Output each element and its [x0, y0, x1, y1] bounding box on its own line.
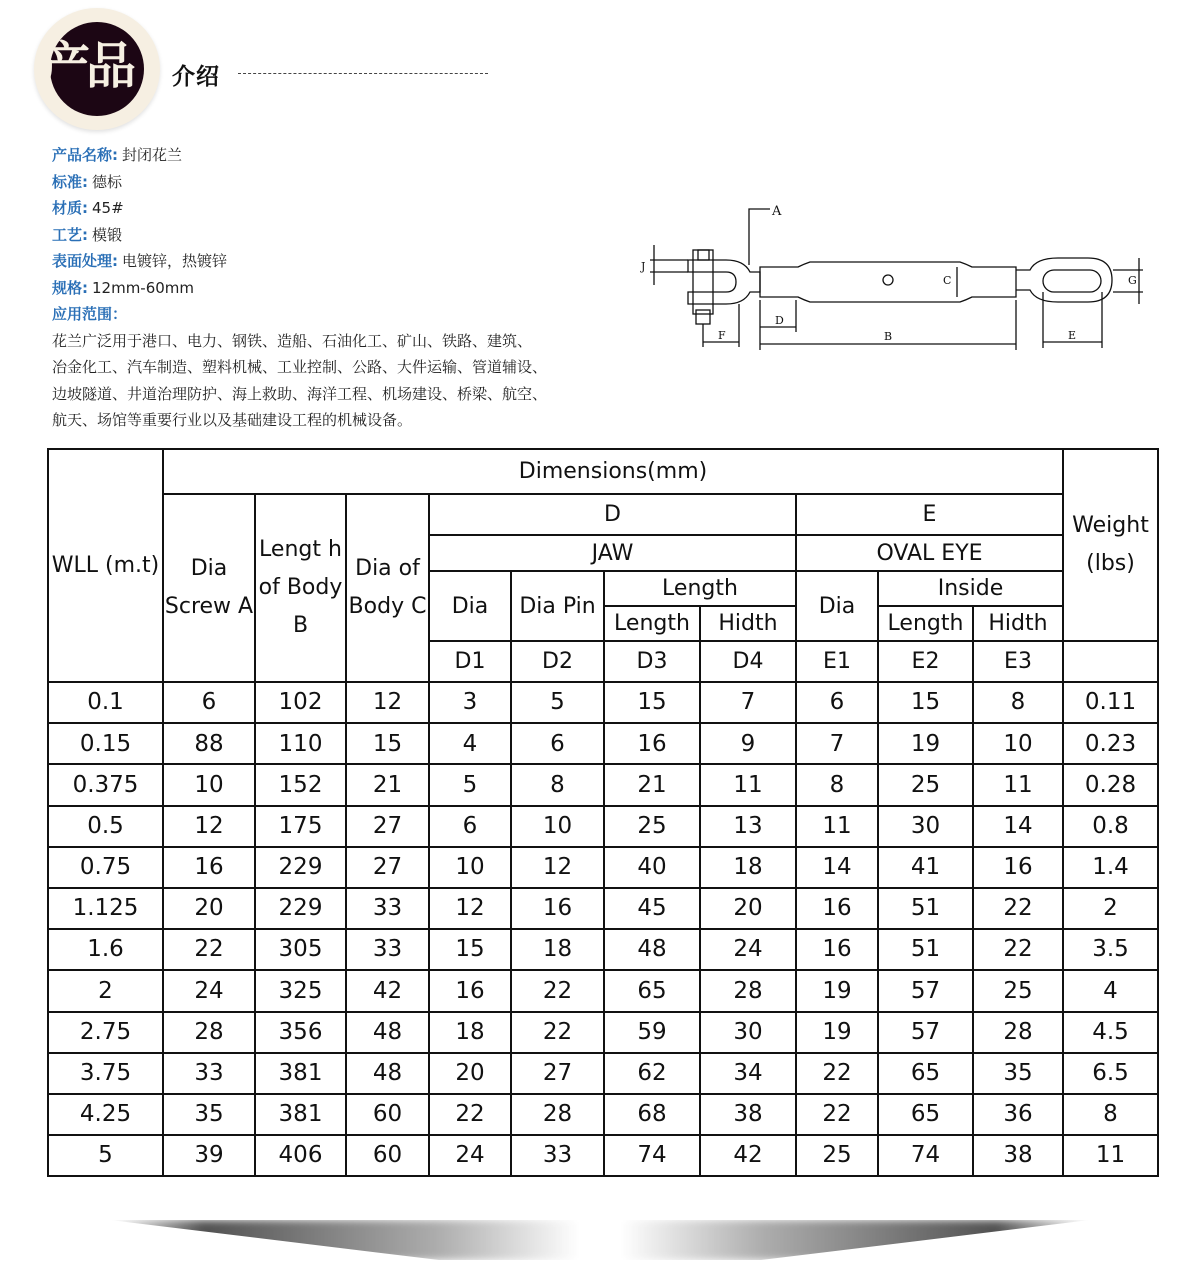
table-cell: 30 [700, 1012, 796, 1053]
header-length-body: Lengt h of Body B [255, 494, 346, 682]
table-cell: 11 [973, 764, 1063, 805]
application-line: 花兰广泛用于港口、电力、钢铁、造船、石油化工、矿山、铁路、建筑、 [52, 331, 533, 350]
table-cell: 38 [700, 1094, 796, 1135]
table-cell: 18 [429, 1012, 511, 1053]
table-cell: 16 [796, 888, 878, 929]
code-e3: E3 [973, 641, 1063, 682]
table-cell: 22 [973, 929, 1063, 970]
table-cell: 0.1 [48, 682, 163, 723]
table-cell: 28 [163, 1012, 255, 1053]
table-cell: 60 [346, 1135, 429, 1176]
table-cell: 28 [511, 1094, 604, 1135]
product-badge [34, 8, 160, 130]
table-cell: 16 [604, 723, 700, 764]
code-d1: D1 [429, 641, 511, 682]
table-cell: 68 [604, 1094, 700, 1135]
table-cell: 88 [163, 723, 255, 764]
table-cell: 19 [878, 723, 973, 764]
table-cell: 74 [604, 1135, 700, 1176]
table-cell: 5 [511, 682, 604, 723]
info-row-surface [52, 248, 612, 275]
table-cell: 16 [163, 847, 255, 888]
table-cell: 12 [163, 806, 255, 847]
table-cell: 229 [255, 847, 346, 888]
table-cell: 42 [700, 1135, 796, 1176]
table-cell: 57 [878, 970, 973, 1011]
table-cell: 15 [604, 682, 700, 723]
table-cell: 110 [255, 723, 346, 764]
table-cell: 22 [796, 1053, 878, 1094]
label-d: D [775, 314, 784, 327]
table-cell: 22 [163, 929, 255, 970]
application-text [52, 328, 602, 434]
table-cell: 41 [878, 847, 973, 888]
table-cell: 5 [48, 1135, 163, 1176]
application-line: 航天、场馆等重要行业以及基础建设工程的机械设备。 [52, 411, 413, 429]
header-d-hidth-sub: Hidth [700, 606, 796, 641]
table-cell: 33 [346, 929, 429, 970]
info-label: 标准: [52, 172, 88, 191]
table-cell: 9 [700, 723, 796, 764]
application-label: 应用范围： [52, 305, 128, 323]
table-cell: 12 [346, 682, 429, 723]
header-oval-eye: OVAL EYE [796, 535, 1063, 571]
table-cell: 1.4 [1063, 847, 1158, 888]
table-row [48, 847, 1158, 888]
header-d-group: D [429, 494, 796, 535]
dashed-divider [238, 73, 488, 74]
table-cell: 22 [796, 1094, 878, 1135]
header-d-length: Length [604, 571, 796, 606]
table-cell: 12 [429, 888, 511, 929]
table-cell: 6 [511, 723, 604, 764]
table-cell: 65 [878, 1053, 973, 1094]
table-cell: 5 [429, 764, 511, 805]
header-dia-screw: Dia Screw A [163, 494, 255, 682]
code-d3: D3 [604, 641, 700, 682]
table-cell: 20 [429, 1053, 511, 1094]
application-line: 冶金化工、汽车制造、塑料机械、工业控制、公路、大件运输、管道辅设、 [52, 358, 548, 376]
header-wll: WLL (m.t) [48, 449, 163, 682]
table-cell: 24 [163, 970, 255, 1011]
info-row-spec [52, 275, 612, 302]
table-cell: 3 [429, 682, 511, 723]
table-cell: 16 [511, 888, 604, 929]
table-cell: 406 [255, 1135, 346, 1176]
table-cell: 4.25 [48, 1094, 163, 1135]
table-cell: 22 [511, 1012, 604, 1053]
table-cell: 25 [796, 1135, 878, 1176]
code-weight-empty [1063, 641, 1158, 682]
code-e2: E2 [878, 641, 973, 682]
table-cell: 1.6 [48, 929, 163, 970]
code-d4: D4 [700, 641, 796, 682]
label-e: E [1068, 329, 1077, 342]
header-d-length-sub: Length [604, 606, 700, 641]
table-cell: 12 [511, 847, 604, 888]
table-row [48, 970, 1158, 1011]
table-cell: 62 [604, 1053, 700, 1094]
table-cell: 45 [604, 888, 700, 929]
table-cell: 16 [796, 929, 878, 970]
code-e1: E1 [796, 641, 878, 682]
table-cell: 25 [604, 806, 700, 847]
table-cell: 15 [429, 929, 511, 970]
label-b: B [884, 330, 893, 343]
table-cell: 48 [604, 929, 700, 970]
info-value: 45# [92, 199, 124, 217]
table-cell: 21 [604, 764, 700, 805]
table-cell: 305 [255, 929, 346, 970]
info-label: 工艺: [52, 225, 88, 244]
table-cell: 10 [429, 847, 511, 888]
table-cell: 3.5 [1063, 929, 1158, 970]
info-value: 电镀锌，热镀锌 [122, 252, 228, 270]
table-row [48, 929, 1158, 970]
table-cell: 51 [878, 929, 973, 970]
table-cell: 24 [429, 1135, 511, 1176]
info-row-material [52, 195, 612, 222]
info-row-name [52, 142, 612, 169]
table-cell: 6 [163, 682, 255, 723]
decorative-shadow-right [620, 1220, 1090, 1260]
info-value: 12mm-60mm [92, 278, 195, 297]
table-cell: 25 [973, 970, 1063, 1011]
table-cell: 28 [700, 970, 796, 1011]
table-cell: 27 [346, 806, 429, 847]
table-cell: 22 [429, 1094, 511, 1135]
section-title: 介绍 [172, 64, 220, 90]
label-f: F [718, 329, 726, 342]
table-cell: 175 [255, 806, 346, 847]
table-cell: 33 [346, 888, 429, 929]
table-cell: 4 [429, 723, 511, 764]
table-row [48, 1135, 1158, 1176]
header-jaw: JAW [429, 535, 796, 571]
table-cell: 35 [163, 1094, 255, 1135]
table-cell: 8 [973, 682, 1063, 723]
table-cell: 0.23 [1063, 723, 1158, 764]
table-cell: 3.75 [48, 1053, 163, 1094]
table-cell: 13 [700, 806, 796, 847]
header-e-group: E [796, 494, 1063, 535]
table-cell: 25 [878, 764, 973, 805]
table-cell: 51 [878, 888, 973, 929]
info-row-standard [52, 169, 612, 196]
table-cell: 152 [255, 764, 346, 805]
table-cell: 40 [604, 847, 700, 888]
table-cell: 60 [346, 1094, 429, 1135]
table-cell: 10 [973, 723, 1063, 764]
table-row [48, 1053, 1158, 1094]
table-cell: 36 [973, 1094, 1063, 1135]
table-cell: 42 [346, 970, 429, 1011]
table-cell: 2 [48, 970, 163, 1011]
decorative-shadow-left [110, 1220, 580, 1260]
table-cell: 22 [973, 888, 1063, 929]
table-row [48, 888, 1158, 929]
header-dimensions: Dimensions(mm) [163, 449, 1063, 494]
table-row [48, 723, 1158, 764]
table-cell: 57 [878, 1012, 973, 1053]
table-cell: 229 [255, 888, 346, 929]
application-line: 边坡隧道、井道治理防护、海上救助、海洋工程、机场建设、桥梁、航空、 [52, 384, 548, 403]
table-row [48, 1094, 1158, 1135]
table-cell: 6 [429, 806, 511, 847]
table-cell: 28 [973, 1012, 1063, 1053]
table-cell: 0.11 [1063, 682, 1158, 723]
table-cell: 48 [346, 1053, 429, 1094]
info-row-application [52, 301, 612, 328]
table-cell: 19 [796, 970, 878, 1011]
table-cell: 74 [878, 1135, 973, 1176]
table-cell: 16 [429, 970, 511, 1011]
header-d-dia-pin: Dia Pin [511, 571, 604, 641]
table-cell: 27 [346, 847, 429, 888]
table-cell: 22 [511, 970, 604, 1011]
table-cell: 11 [796, 806, 878, 847]
table-cell: 30 [878, 806, 973, 847]
header-weight: Weight (lbs) [1063, 449, 1158, 641]
label-j: J [641, 260, 646, 273]
table-cell: 27 [511, 1053, 604, 1094]
table-cell: 8 [511, 764, 604, 805]
table-cell: 0.28 [1063, 764, 1158, 805]
spec-table [47, 448, 1159, 1177]
table-cell: 18 [511, 929, 604, 970]
table-cell: 20 [700, 888, 796, 929]
info-label: 材质: [52, 199, 88, 217]
table-cell: 2 [1063, 888, 1158, 929]
table-body [48, 682, 1158, 1176]
table-cell: 0.75 [48, 847, 163, 888]
table-row [48, 1012, 1158, 1053]
label-c: C [943, 274, 952, 287]
table-row [48, 682, 1158, 723]
header-d-dia: Dia [429, 571, 511, 641]
table-cell: 325 [255, 970, 346, 1011]
table-cell: 65 [604, 970, 700, 1011]
table-cell: 11 [700, 764, 796, 805]
table-cell: 6.5 [1063, 1053, 1158, 1094]
table-cell: 10 [511, 806, 604, 847]
product-info [52, 142, 612, 434]
table-cell: 8 [1063, 1094, 1158, 1135]
table-cell: 59 [604, 1012, 700, 1053]
info-label: 产品名称: [52, 146, 118, 164]
table-cell: 7 [796, 723, 878, 764]
table-cell: 2.75 [48, 1012, 163, 1053]
info-value: 模锻 [92, 225, 123, 244]
table-cell: 24 [700, 929, 796, 970]
table-cell: 35 [973, 1053, 1063, 1094]
header-e-length-sub: Length [878, 606, 973, 641]
header-e-inside: Inside [878, 571, 1063, 606]
table-cell: 8 [796, 764, 878, 805]
info-value: 封闭花兰 [122, 146, 183, 164]
table-cell: 21 [346, 764, 429, 805]
table-cell: 65 [878, 1094, 973, 1135]
table-row [48, 806, 1158, 847]
table-cell: 39 [163, 1135, 255, 1176]
badge-text: 产品 [40, 37, 132, 95]
table-row [48, 764, 1158, 805]
table-cell: 15 [878, 682, 973, 723]
table-cell: 381 [255, 1094, 346, 1135]
info-label: 规格: [52, 278, 88, 297]
table-cell: 356 [255, 1012, 346, 1053]
table-cell: 0.15 [48, 723, 163, 764]
table-cell: 34 [700, 1053, 796, 1094]
table-cell: 14 [796, 847, 878, 888]
label-a: A [772, 204, 782, 219]
table-cell: 14 [973, 806, 1063, 847]
table-cell: 4.5 [1063, 1012, 1158, 1053]
table-cell: 102 [255, 682, 346, 723]
info-value: 德标 [92, 172, 123, 191]
table-cell: 0.8 [1063, 806, 1158, 847]
table-cell: 10 [163, 764, 255, 805]
table-cell: 0.5 [48, 806, 163, 847]
table-cell: 33 [511, 1135, 604, 1176]
table-cell: 18 [700, 847, 796, 888]
table-cell: 381 [255, 1053, 346, 1094]
table-cell: 20 [163, 888, 255, 929]
table-cell: 4 [1063, 970, 1158, 1011]
header-e-dia: Dia [796, 571, 878, 641]
table-cell: 11 [1063, 1135, 1158, 1176]
table-cell: 15 [346, 723, 429, 764]
table-cell: 16 [973, 847, 1063, 888]
header-dia-body: Dia of Body C [346, 494, 429, 682]
turnbuckle-diagram [638, 200, 1148, 350]
table-cell: 0.375 [48, 764, 163, 805]
table-cell: 6 [796, 682, 878, 723]
header-e-hidth-sub: Hidth [973, 606, 1063, 641]
table-cell: 1.125 [48, 888, 163, 929]
table-cell: 38 [973, 1135, 1063, 1176]
code-d2: D2 [511, 641, 604, 682]
table-cell: 7 [700, 682, 796, 723]
table-cell: 19 [796, 1012, 878, 1053]
label-g: G [1128, 274, 1137, 287]
info-row-process [52, 222, 612, 249]
table-cell: 33 [163, 1053, 255, 1094]
table-cell: 48 [346, 1012, 429, 1053]
info-label: 表面处理: [52, 252, 118, 270]
